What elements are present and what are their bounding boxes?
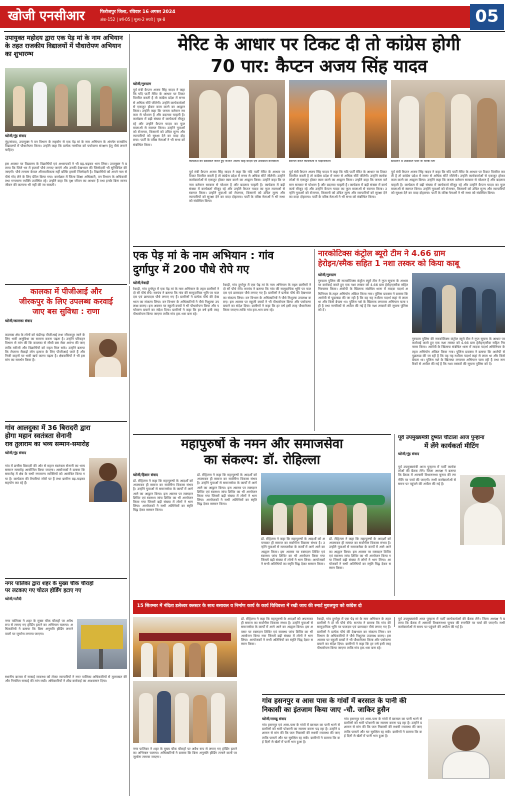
top-left-byline: खोजी/नूंह संवाद bbox=[5, 134, 27, 138]
section-rule bbox=[5, 578, 127, 579]
main-body-col4: पूर्व मंत्री कैप्टन अजय सिंह यादव ने कहा कि यदि पार्टी मेरिट के आधार पर टिकट वितरित करती है तो कांग्रेस प्रदेश में सत्तर से अधिक सीटें जीतेगी। उन्होंने कार्यकर्ताओं से एकजुट होकर काम करने का आह्वान किया। उन्होंने कहा कि जनता वर्तमान सरकार से परेशान है और बदलाव चाहती है। कार्यक्रम में बड़ी संख्या में कार्यकर्ता मौजूद रहे और उन्होंने कैप्टन यादव का फूल मालाओं से स्वागत किया। उन्होंने युवाओं को रोजगार, किसानों को उचित मूल्य और व्यापारियों को सुरक्षा देने का वादा दोहराया। पार्टी के वरिष्ठ नेताओं ने भी सभा को संबोधित किया। bbox=[391, 170, 505, 196]
masthead-subline: अंक-152 | वर्ष-05 | मूल्य-2 रुपये | पृष्ठ-8 bbox=[100, 17, 166, 22]
column-rule bbox=[314, 249, 315, 431]
section-rule bbox=[262, 694, 505, 695]
dushyant-headline-1: पूर्व उपमुख्यमंत्री दुष्यंत चौटाला आज पुन्हाना bbox=[398, 435, 485, 441]
kalka-body: कालका क्षेत्र के लोगों को चंडीगढ़ पीजीआई तथा जीरकपुर जाने के लिए भारी असुविधा का सामना करना पड़ता है। उन्होंने परिवहन विभाग से मांग की कि कालका से सीधी बस सेवा आरंभ की जाए ताकि मरीजों और विद्यार्थियों को राहत मिल सके। उन्होंने बताया कि रोजाना सैकड़ों लोग इलाज के लिए पीजीआई जाते हैं और निजी वाहनों पर भारी खर्च करना पड़ता है। क्षेत्रवासियों ने भी इस मांग का समर्थन किया है। bbox=[5, 333, 85, 363]
column-rule bbox=[129, 286, 130, 796]
main-byline: खोजी/गुरुग्राम bbox=[133, 82, 152, 86]
dushyant-photo bbox=[460, 475, 505, 545]
tree-byline: खोजी/रेवाड़ी bbox=[133, 281, 150, 285]
main-caption-1: कार्यक्रम को संबोधित करते हुए कैप्टन अजय सिंह यादव एवं उपस्थित कार्यकर्ता bbox=[189, 160, 279, 163]
kalka-headline-1: कालका में पीजीआई और bbox=[30, 287, 102, 296]
dushyant-body: पूर्व उपमुख्यमंत्री आज पुन्हाना में पार्टी कार्यकर्ताओं की बैठक लेंगे। जिला अध्यक्ष ने बताया कि बैठक में आगामी विधानसभा चुनाव की रणनीति पर चर्चा की जाएगी। सभी कार्यकर्ताओं से समय पर पहुंचने की अपील की गई है। bbox=[398, 465, 456, 486]
rain-story-block bbox=[262, 697, 505, 796]
mahapurush-body-1: डॉ. रोहिल्ला ने कहा कि महापुरुषों के आदर्शों को अपनाकर ही समाज का सर्वांगीण विकास संभव है। उन्होंने युवाओं से समाजसेवा के कार्यों में आगे आने का आह्वान किया। इस अवसर पर रक्तदान शिविर एवं स्वास्थ्य जांच शिविर का भी आयोजन किया गया जिसमें बड़ी संख्या में लोगों ने भाग लिया। आयोजकों ने सभी अतिथियों का स्मृति चिह्न देकर सम्मान किया। bbox=[133, 479, 193, 513]
city-story bbox=[5, 581, 127, 796]
kalka-headline-2: जीरकपुर के लिए उपलब्ध करवाई bbox=[19, 297, 113, 306]
main-body-col2: पूर्व मंत्री कैप्टन अजय सिंह यादव ने कहा कि यदि पार्टी मेरिट के आधार पर टिकट वितरित करती है तो कांग्रेस प्रदेश में सत्तर से अधिक सीटें जीतेगी। उन्होंने कार्यकर्ताओं से एकजुट होकर काम करने का आह्वान किया। उन्होंने कहा कि जनता वर्तमान सरकार से परेशान है और बदलाव चाहती है। कार्यक्रम में बड़ी संख्या में कार्यकर्ता मौजूद रहे और उन्होंने कैप्टन यादव का फूल मालाओं से स्वागत किया। उन्होंने युवाओं को रोजगार, किसानों को उचित मूल्य और व्यापारियों को सुरक्षा देने का वादा दोहराया। पार्टी के वरिष्ठ नेताओं ने भी सभा को संबोधित किया। bbox=[189, 170, 285, 204]
main-photo-2 bbox=[289, 80, 387, 158]
banner-body-2: रेवाड़ी, गांव दुर्गापुर में एक पेड़ मां के नाम अभियान के तहत ग्रामीणों ने दो सौ पौधे रोपे। सरपंच ने बताया कि गांव की सामुदायिक भूमि पर फलदार एवं छायादार पौधे लगाए गए हैं। ग्रामीणों ने प्रत्येक पौधे की देखभाल का संकल्प लिया। वन विभाग के अधिकारियों ने पौधे निशुल्क उपलब्ध कराए। इस अवसर पर स्कूली बच्चों ने भी पौधारोपण किया और पर्यावरण बचाने का संदेश दिया। ग्रामीणों ने कहा कि हर वर्ष इसी तरह पौधारोपण किया जाएगा ताकि गांव हरा-भरा बना रहे। bbox=[317, 617, 391, 651]
right-upper-body: पूर्व उपमुख्यमंत्री आज पुन्हाना में पार्टी कार्यकर्ताओं की बैठक लेंगे। जिला अध्यक्ष ने बताया कि बैठक में आगामी विधानसभा चुनाव की रणनीति पर चर्चा की जाएगी। सभी कार्यकर्ताओं से समय पर पहुंचने की अपील की गई है। bbox=[398, 617, 505, 630]
city-photo bbox=[77, 619, 127, 669]
section-rule bbox=[133, 246, 505, 247]
rain-headline-2: निकासी का इंतजाम किया जाए -चौ. जाकिर हुसैन bbox=[262, 706, 390, 714]
kalka-story bbox=[5, 287, 127, 419]
drug-body-2: गुरुग्राम पुलिस की नारकोटिक्स कंट्रोल ब्यूरो टीम ने गुप्त सूचना के आधार पर कार्रवाई करते हुए एक नशा तस्कर को 4.66 ग्राम हेरोइन/स्मैक सहित गिरफ्तार किया। आरोपी के खिलाफ संबंधित थाना में मादक पदार्थ अधिनियम के तहत अभियोग अंकित किया गया। पुलिस प्रवक्ता ने बताया कि आरोपी से पूछताछ की जा रही है कि वह यह नशीला पदार्थ कहां से लाता था और किसे बेचता था। पुलिस नशे के खिलाफ लगातार अभियान चला रही है तथा नागरिकों से अपील की गई है कि नशा तस्करों की सूचना पुलिस को दें। bbox=[412, 337, 505, 367]
banner-body-3: नगर पालिका ने शहर के मुख्य चौक चौराहों पर अवैध रूप से लगाए गए होर्डिंग हटाने का अभियान चलाया। अधिकारियों ने बताया कि बिना अनुमति होर्डिंग लगाने वालों पर जुर्माना लगाया जाएगा। bbox=[133, 747, 237, 760]
main-headline-1: मेरिट के आधार पर टिकट दी तो कांग्रेस होगी bbox=[177, 35, 461, 55]
main-caption-3: सम्मेलन में उपस्थित पार्टी के वरिष्ठ नेता bbox=[391, 160, 436, 163]
ahir-photo bbox=[89, 458, 127, 502]
drug-headline-2: हेरोइन/स्मैक सहित 1 नशा तस्कर को किया काबू bbox=[318, 259, 460, 268]
tree-body-1: रेवाड़ी, गांव दुर्गापुर में एक पेड़ मां के नाम अभियान के तहत ग्रामीणों ने दो सौ पौधे रोपे। सरपंच ने बताया कि गांव की सामुदायिक भूमि पर फलदार एवं छायादार पौधे लगाए गए हैं। ग्रामीणों ने प्रत्येक पौधे की देखभाल का संकल्प लिया। वन विभाग के अधिकारियों ने पौधे निशुल्क उपलब्ध कराए। इस अवसर पर स्कूली बच्चों ने भी पौधारोपण किया और पर्यावरण बचाने का संदेश दिया। ग्रामीणों ने कहा कि हर वर्ष इसी तरह पौधारोपण किया जाएगा ताकि गांव हरा-भरा बना रहे। bbox=[133, 287, 219, 317]
main-body-col1: पूर्व मंत्री कैप्टन अजय सिंह यादव ने कहा कि यदि पार्टी मेरिट के आधार पर टिकट वितरित करती है तो कांग्रेस प्रदेश में सत्तर से अधिक सीटें जीतेगी। उन्होंने कार्यकर्ताओं से एकजुट होकर काम करने का आह्वान किया। उन्होंने कहा कि जनता वर्तमान सरकार से परेशान है और बदलाव चाहती है। कार्यक्रम में बड़ी संख्या में कार्यकर्ता मौजूद रहे और उन्होंने कैप्टन यादव का फूल मालाओं से स्वागत किया। उन्होंने युवाओं को रोजगार, किसानों को उचित मूल्य और व्यापारियों को सुरक्षा देने का वादा दोहराया। पार्टी के वरिष्ठ नेताओं ने भी सभा को संबोधित किया। bbox=[133, 88, 185, 147]
mahapurush-headline-1: महापुरुषों के नमन और समाजसेवा bbox=[181, 437, 343, 452]
tree-headline-2: दुर्गापुर में 200 पौधे रोपे गए bbox=[133, 263, 250, 276]
city-byline: खोजी/पटौदी bbox=[5, 597, 22, 601]
ahir-headline-3: राव तुलाराम का भव्य सम्मान-समारोह bbox=[5, 440, 89, 448]
top-left-photo bbox=[5, 68, 127, 132]
banner-photo-1 bbox=[133, 617, 237, 677]
drug-headline-1: नारकोटिक्स कंट्रोल ब्यूरो टीम ने 4.66 ग्राम bbox=[318, 249, 446, 258]
city-body-2: स्थानीय बाजार में सफाई व्यवस्था को लेकर व्यापारियों ने नगर पालिका अधिकारियों से मुलाकात की और नियमित सफाई की मांग रखी। अधिकारियों ने शीघ्र कार्रवाई का आश्वासन दिया। bbox=[5, 675, 127, 684]
main-photo-3 bbox=[391, 80, 505, 158]
rain-headline-1: गांव हसनपुर व आस पास के गांवों में बरसात के पानी की bbox=[262, 697, 407, 705]
tree-story bbox=[133, 249, 311, 431]
ahir-byline: खोजी/नूंह संवाद bbox=[5, 451, 27, 456]
city-headline-2: पर लटकाए गए चोटल होर्डिंग हटाए गए bbox=[5, 588, 82, 594]
column-rule bbox=[394, 434, 395, 596]
rain-byline: खोजी/तावडू संवाद bbox=[262, 717, 287, 721]
city-headline-1: नगर पालिका द्वारा शहर के मुख्य चौक चौराहों bbox=[5, 581, 94, 587]
mahapurush-body-2: डॉ. रोहिल्ला ने कहा कि महापुरुषों के आदर्शों को अपनाकर ही समाज का सर्वांगीण विकास संभव है। उन्होंने युवाओं से समाजसेवा के कार्यों में आगे आने का आह्वान किया। इस अवसर पर रक्तदान शिविर एवं स्वास्थ्य जांच शिविर का भी आयोजन किया गया जिसमें बड़ी संख्या में लोगों ने भाग लिया। आयोजकों ने सभी अतिथियों का स्मृति चिह्न देकर सम्मान किया। bbox=[197, 473, 257, 507]
kalka-photo bbox=[89, 333, 127, 377]
column-rule bbox=[129, 34, 130, 284]
mahapurush-body-4: डॉ. रोहिल्ला ने कहा कि महापुरुषों के आदर्शों को अपनाकर ही समाज का सर्वांगीण विकास संभव है। उन्होंने युवाओं से समाजसेवा के कार्यों में आगे आने का आह्वान किया। इस अवसर पर रक्तदान शिविर एवं स्वास्थ्य जांच शिविर का भी आयोजन किया गया जिसमें बड़ी संख्या में लोगों ने भाग लिया। आयोजकों ने सभी अतिथियों का स्मृति चिह्न देकर सम्मान किया। bbox=[329, 537, 391, 571]
masthead-date: फिरोजपुर जिला, रविवार 16 अगस्त 2024 bbox=[100, 10, 176, 15]
drug-body-1: गुरुग्राम पुलिस की नारकोटिक्स कंट्रोल ब्यूरो टीम ने गुप्त सूचना के आधार पर कार्रवाई करते हुए एक नशा तस्कर को 4.66 ग्राम हेरोइन/स्मैक सहित गिरफ्तार किया। आरोपी के खिलाफ संबंधित थाना में मादक पदार्थ अधिनियम के तहत अभियोग अंकित किया गया। पुलिस प्रवक्ता ने बताया कि आरोपी से पूछताछ की जा रही है कि वह यह नशीला पदार्थ कहां से लाता था और किसे बेचता था। पुलिस नशे के खिलाफ लगातार अभियान चला रही है तथा नागरिकों से अपील की गई है कि नशा तस्करों की सूचना पुलिस को दें। bbox=[318, 279, 408, 313]
drug-photo bbox=[412, 273, 505, 333]
main-body-col3: पूर्व मंत्री कैप्टन अजय सिंह यादव ने कहा कि यदि पार्टी मेरिट के आधार पर टिकट वितरित करती है तो कांग्रेस प्रदेश में सत्तर से अधिक सीटें जीतेगी। उन्होंने कार्यकर्ताओं से एकजुट होकर काम करने का आह्वान किया। उन्होंने कहा कि जनता वर्तमान सरकार से परेशान है और बदलाव चाहती है। कार्यक्रम में बड़ी संख्या में कार्यकर्ता मौजूद रहे और उन्होंने कैप्टन यादव का फूल मालाओं से स्वागत किया। उन्होंने युवाओं को रोजगार, किसानों को उचित मूल्य और व्यापारियों को सुरक्षा देने का वादा दोहराया। पार्टी के वरिष्ठ नेताओं ने भी सभा को संबोधित किया। bbox=[289, 170, 387, 200]
section-rule bbox=[133, 434, 391, 435]
right-upper-block bbox=[398, 617, 505, 692]
city-body-1: नगर पालिका ने शहर के मुख्य चौक चौराहों पर अवैध रूप से लगाए गए होर्डिंग हटाने का अभियान चलाया। अधिकारियों ने बताया कि बिना अनुमति होर्डिंग लगाने वालों पर जुर्माना लगाया जाएगा। bbox=[5, 619, 73, 636]
masthead-title: खोजी एनसीआर bbox=[8, 9, 85, 24]
dushyant-headline-2: में लेंगे कार्यकर्ता मीटिंग bbox=[424, 442, 479, 450]
rain-body-1: गांव हसनपुर एवं आस-पास के गांवों में बरसात का पानी भरने से ग्रामीणों को भारी परेशानी का सामना करना पड़ रहा है। उन्होंने प्रशासन से मांग की कि जल निकासी की स्थायी व्यवस्था की जाए ताकि फसलें और घर सुरक्षित रह सकें। ग्रामीणों ने बताया कि कई दिनों से खेतों में पानी भरा हुआ है। bbox=[262, 723, 340, 744]
tree-body-2: रेवाड़ी, गांव दुर्गापुर में एक पेड़ मां के नाम अभियान के तहत ग्रामीणों ने दो सौ पौधे रोपे। सरपंच ने बताया कि गांव की सामुदायिक भूमि पर फलदार एवं छायादार पौधे लगाए गए हैं। ग्रामीणों ने प्रत्येक पौधे की देखभाल का संकल्प लिया। वन विभाग के अधिकारियों ने पौधे निशुल्क उपलब्ध कराए। इस अवसर पर स्कूली बच्चों ने भी पौधारोपण किया और पर्यावरण बचाने का संदेश दिया। ग्रामीणों ने कहा कि हर वर्ष इसी तरह पौधारोपण किया जाएगा ताकि गांव हरा-भरा बना रहे। bbox=[223, 283, 311, 313]
top-left-headline: उपायुक्त महोदय द्वारा एक पेड़ मां के नाम अभियान के तहत राजकीय विद्यालयों में पौधारोपण अभियान का शुभारम्भ bbox=[5, 34, 123, 58]
mahapurush-photo bbox=[261, 473, 391, 535]
mahapurush-story bbox=[133, 437, 391, 597]
mahapurush-headline-2: का संकल्प: डॉ. रोहिल्ला bbox=[203, 453, 321, 468]
dushyant-byline: खोजी/नूंह संवाद bbox=[398, 452, 420, 457]
banner-strip bbox=[133, 600, 505, 614]
main-headline-2: 70 पार: कैप्टन अजय सिंह यादव bbox=[210, 57, 428, 77]
rain-body-2: गांव हसनपुर एवं आस-पास के गांवों में बरसात का पानी भरने से ग्रामीणों को भारी परेशानी का सामना करना पड़ रहा है। उन्होंने प्रशासन से मांग की कि जल निकासी की स्थायी व्यवस्था की जाए ताकि फसलें और घर सुरक्षित रह सकें। ग्रामीणों ने बताया कि कई दिनों से खेतों में पानी भरा हुआ है। bbox=[344, 717, 422, 738]
top-left-lead: नूंह/संवाद, उपायुक्त ने वन विभाग के सहयोग से एक पेड़ मां के नाम अभियान के अंतर्गत राजकीय विद्यालयों में पौधारोपण किया। उन्होंने कहा कि प्रत्येक नागरिक को पर्यावरण संरक्षण हेतु पौधे लगाने चाहिए। bbox=[5, 140, 127, 153]
kalka-headline-3: जाए बस सुविधा : राणा bbox=[32, 307, 100, 316]
banner-body-1: डॉ. रोहिल्ला ने कहा कि महापुरुषों के आदर्शों को अपनाकर ही समाज का सर्वांगीण विकास संभव है। उन्होंने युवाओं से समाजसेवा के कार्यों में आगे आने का आह्वान किया। इस अवसर पर रक्तदान शिविर एवं स्वास्थ्य जांच शिविर का भी आयोजन किया गया जिसमें बड़ी संख्या में लोगों ने भाग लिया। आयोजकों ने सभी अतिथियों का स्मृति चिह्न देकर सम्मान किया। bbox=[241, 617, 313, 647]
main-photo-1 bbox=[189, 80, 285, 158]
top-left-body: इस अवसर पर विद्यालय के विद्यार्थियों एवं अध्यापकों ने भी बढ़-चढ़कर भाग लिया। उपायुक्त ने बताया कि जिले भर में हजारों पौधे लगाए जाएंगे और उनकी देखभाल की जिम्मेदारी भी सुनिश्चित की जाएगी। पौधे लगाना केवल औपचारिकता नहीं बल्कि हमारी जिम्मेदारी है। विद्यार्थियों को अपने नाम से पौधे गोद लेने के लिए प्रेरित किया गया। कार्यक्रम में जिला शिक्षा अधिकारी, वन विभाग के अधिकारी तथा गणमान्य व्यक्ति उपस्थित रहे। उन्होंने कहा कि वृक्ष जीवन का आधार हैं तथा इनके बिना मानव जीवन की कल्पना भी नहीं की जा सकती। bbox=[5, 162, 127, 188]
top-left-story bbox=[5, 34, 127, 282]
banner-text: 15 सितम्बर में नंदिता डलेश्वर क्लस्टर के साथ बसावल व निर्माण कार्य के कार्य विधिवत्ता में रखी जाय की स्मार्ट मुग़लपुरा को कांग्रेस दो bbox=[137, 604, 362, 609]
main-caption-2: स्वागत करते कार्यकर्ता व पदाधिकारी bbox=[289, 160, 331, 163]
ahir-headline-1: गांव आलदुका में 36 बिरादरी द्वारा bbox=[5, 424, 91, 432]
tree-headline-1: एक पेड़ मां के नाम अभियान : गांव bbox=[133, 249, 274, 262]
page-number: 05 bbox=[470, 4, 504, 30]
banner-photo-2 bbox=[133, 681, 237, 743]
ahir-story bbox=[5, 424, 127, 576]
ahir-body: गांव में छत्तीस बिरादरी की ओर से महान स्वतंत्रता सेनानी का भव्य सम्मान समारोह आयोजित किया जाएगा। आयोजकों ने बताया कि समारोह में क्षेत्र के सभी गणमान्य व्यक्तियों को आमंत्रित किया गया है। कार्यक्रम की तैयारियां जोरों पर हैं तथा ग्रामीण बढ़-चढ़कर सहयोग कर रहे हैं। bbox=[5, 464, 85, 485]
section-rule bbox=[5, 284, 127, 285]
mahapurush-body-3: डॉ. रोहिल्ला ने कहा कि महापुरुषों के आदर्शों को अपनाकर ही समाज का सर्वांगीण विकास संभव है। उन्होंने युवाओं से समाजसेवा के कार्यों में आगे आने का आह्वान किया। इस अवसर पर रक्तदान शिविर एवं स्वास्थ्य जांच शिविर का भी आयोजन किया गया जिसमें बड़ी संख्या में लोगों ने भाग लिया। आयोजकों ने सभी अतिथियों का स्मृति चिह्न देकर सम्मान किया। bbox=[261, 537, 325, 567]
masthead bbox=[0, 0, 509, 36]
rain-photo bbox=[428, 719, 505, 779]
kalka-byline: खोजी/कालका संवाद bbox=[5, 319, 33, 323]
masthead-rule bbox=[4, 31, 505, 32]
mahapurush-byline: खोजी/हिसार संवाद bbox=[133, 473, 158, 477]
ahir-headline-2: होगा महान स्वतंत्रता सेनानी bbox=[5, 432, 72, 441]
drug-byline: खोजी/गुरुग्राम bbox=[318, 273, 337, 277]
drug-story bbox=[318, 249, 505, 431]
main-story bbox=[133, 34, 505, 244]
section-rule bbox=[5, 421, 127, 422]
dushyant-story bbox=[398, 435, 505, 595]
